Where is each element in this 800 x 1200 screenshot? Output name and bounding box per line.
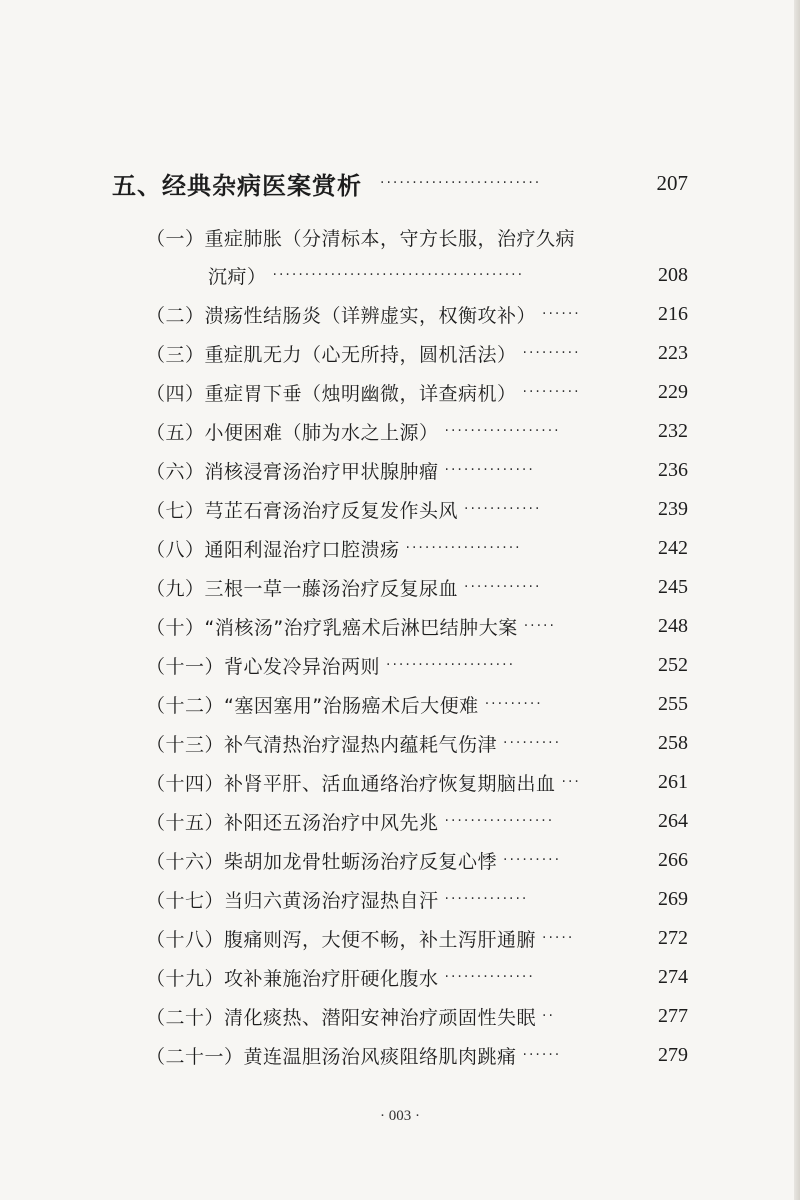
- entry-page-number: 216: [658, 302, 688, 325]
- entry-title: （二十）清化痰热、潜阳安神治疗顽固性失眠: [146, 1006, 537, 1029]
- entry-page-number: 208: [658, 263, 688, 286]
- entry-title: （十七）当归六黄汤治疗湿热自汗: [146, 889, 439, 912]
- entry-title: （十六）柴胡加龙骨牡蛎汤治疗反复心悸: [146, 850, 498, 873]
- toc-entry[interactable]: [0, 687, 800, 721]
- toc-entry[interactable]: [0, 336, 800, 370]
- toc-entry[interactable]: [0, 843, 800, 877]
- dot-leader: ··: [542, 1008, 555, 1024]
- entry-title: （二）溃疡性结肠炎（详辨虚实，权衡攻补）: [146, 304, 537, 327]
- entry-title: （四）重症胃下垂（烛明幽微，详查病机）: [146, 382, 517, 405]
- dot-leader: ·········: [503, 852, 562, 868]
- entry-page-number: 236: [658, 458, 688, 481]
- entry-page-number: 274: [658, 965, 688, 988]
- toc-entry-continuation[interactable]: [0, 258, 800, 292]
- section-page-number: 207: [656, 170, 688, 195]
- entry-page-number: 279: [658, 1043, 688, 1066]
- toc-entry[interactable]: [0, 882, 800, 916]
- entry-title: （七）芎芷石膏汤治疗反复发作头风: [146, 499, 459, 522]
- page-number-footer: · 003 ·: [380, 1108, 420, 1124]
- entry-title: （十九）攻补兼施治疗肝硬化腹水: [146, 967, 439, 990]
- entry-title: （九）三根一草一藤汤治疗反复尿血: [146, 577, 459, 600]
- dot-leader: ············: [464, 501, 542, 517]
- entry-page-number: 261: [658, 770, 688, 793]
- entry-page-number: 277: [658, 1004, 688, 1027]
- entry-title: （六）消核浸膏汤治疗甲状腺肿瘤: [146, 460, 439, 483]
- toc-entry[interactable]: [0, 531, 800, 565]
- dot-leader: ··················: [444, 423, 561, 439]
- entry-page-number: 239: [658, 497, 688, 520]
- toc-section-heading[interactable]: [0, 166, 800, 200]
- dot-leader: ··············: [444, 462, 535, 478]
- entry-page-number: 272: [658, 926, 688, 949]
- toc-entry[interactable]: [0, 648, 800, 682]
- entry-page-number: 255: [658, 692, 688, 715]
- entry-page-number: 264: [658, 809, 688, 832]
- entry-title: （五）小便困难（肺为水之上源）: [146, 421, 439, 444]
- entry-page-number: 269: [658, 887, 688, 910]
- dot-leader: ·························: [380, 175, 542, 191]
- entry-page-number: 252: [658, 653, 688, 676]
- dot-leader: ···: [561, 774, 581, 790]
- toc-entry[interactable]: [0, 1038, 800, 1072]
- entry-title: （十三）补气清热治疗湿热内蕴耗气伤津: [146, 733, 498, 756]
- entry-title-continuation: 沉疴）: [208, 265, 267, 288]
- entry-title: （十四）补肾平肝、活血通络治疗恢复期脑出血: [146, 772, 556, 795]
- section-title: 五、经典杂病医案赏析: [112, 170, 362, 200]
- toc-entry[interactable]: [0, 453, 800, 487]
- entry-page-number: 223: [658, 341, 688, 364]
- dot-leader: ·········: [522, 345, 581, 361]
- toc-entry[interactable]: [0, 375, 800, 409]
- dot-leader: ·········: [484, 696, 543, 712]
- toc-entry[interactable]: [0, 297, 800, 331]
- toc-entry[interactable]: [0, 414, 800, 448]
- toc-entry[interactable]: [0, 492, 800, 526]
- entry-title: （十一）背心发冷异治两则: [146, 655, 381, 678]
- dot-leader: ·····: [523, 618, 556, 634]
- toc-entry[interactable]: [0, 220, 800, 254]
- dot-leader: ·········: [503, 735, 562, 751]
- toc-entry[interactable]: [0, 804, 800, 838]
- entry-title: （一）重症肺胀（分清标本，守方长服，治疗久病: [146, 227, 576, 250]
- dot-leader: ·······································: [272, 267, 525, 283]
- dot-leader: ············: [464, 579, 542, 595]
- entry-title: （十八）腹痛则泻，大便不畅，补土泻肝通腑: [146, 928, 537, 951]
- entry-page-number: 229: [658, 380, 688, 403]
- toc-entry[interactable]: [0, 999, 800, 1033]
- entry-title: （十）“消核汤”治疗乳癌术后淋巴结肿大案: [146, 616, 518, 639]
- entry-title: （二十一）黄连温胆汤治风痰阻络肌肉跳痛: [146, 1045, 517, 1068]
- entry-page-number: 245: [658, 575, 688, 598]
- toc-entry[interactable]: [0, 765, 800, 799]
- toc-entry[interactable]: [0, 570, 800, 604]
- toc-entry[interactable]: [0, 609, 800, 643]
- entry-page-number: 266: [658, 848, 688, 871]
- entry-title: （三）重症肌无力（心无所持，圆机活法）: [146, 343, 517, 366]
- dot-leader: ·····: [542, 930, 575, 946]
- entry-title: （十二）“塞因塞用”治肠癌术后大便难: [146, 694, 479, 717]
- dot-leader: ·············: [444, 891, 529, 907]
- entry-page-number: 248: [658, 614, 688, 637]
- entry-page-number: 232: [658, 419, 688, 442]
- dot-leader: ··················: [405, 540, 522, 556]
- entry-page-number: 242: [658, 536, 688, 559]
- dot-leader: ····················: [386, 657, 516, 673]
- dot-leader: ·········: [522, 384, 581, 400]
- entry-title: （八）通阳利湿治疗口腔溃疡: [146, 538, 400, 561]
- entry-title: （十五）补阳还五汤治疗中风先兆: [146, 811, 439, 834]
- toc-entry[interactable]: [0, 960, 800, 994]
- toc-entry[interactable]: [0, 726, 800, 760]
- dot-leader: ··············: [444, 969, 535, 985]
- dot-leader: ······: [542, 306, 581, 322]
- dot-leader: ······: [522, 1047, 562, 1063]
- dot-leader: ·················: [444, 813, 555, 829]
- toc-entry[interactable]: [0, 921, 800, 955]
- entry-page-number: 258: [658, 731, 688, 754]
